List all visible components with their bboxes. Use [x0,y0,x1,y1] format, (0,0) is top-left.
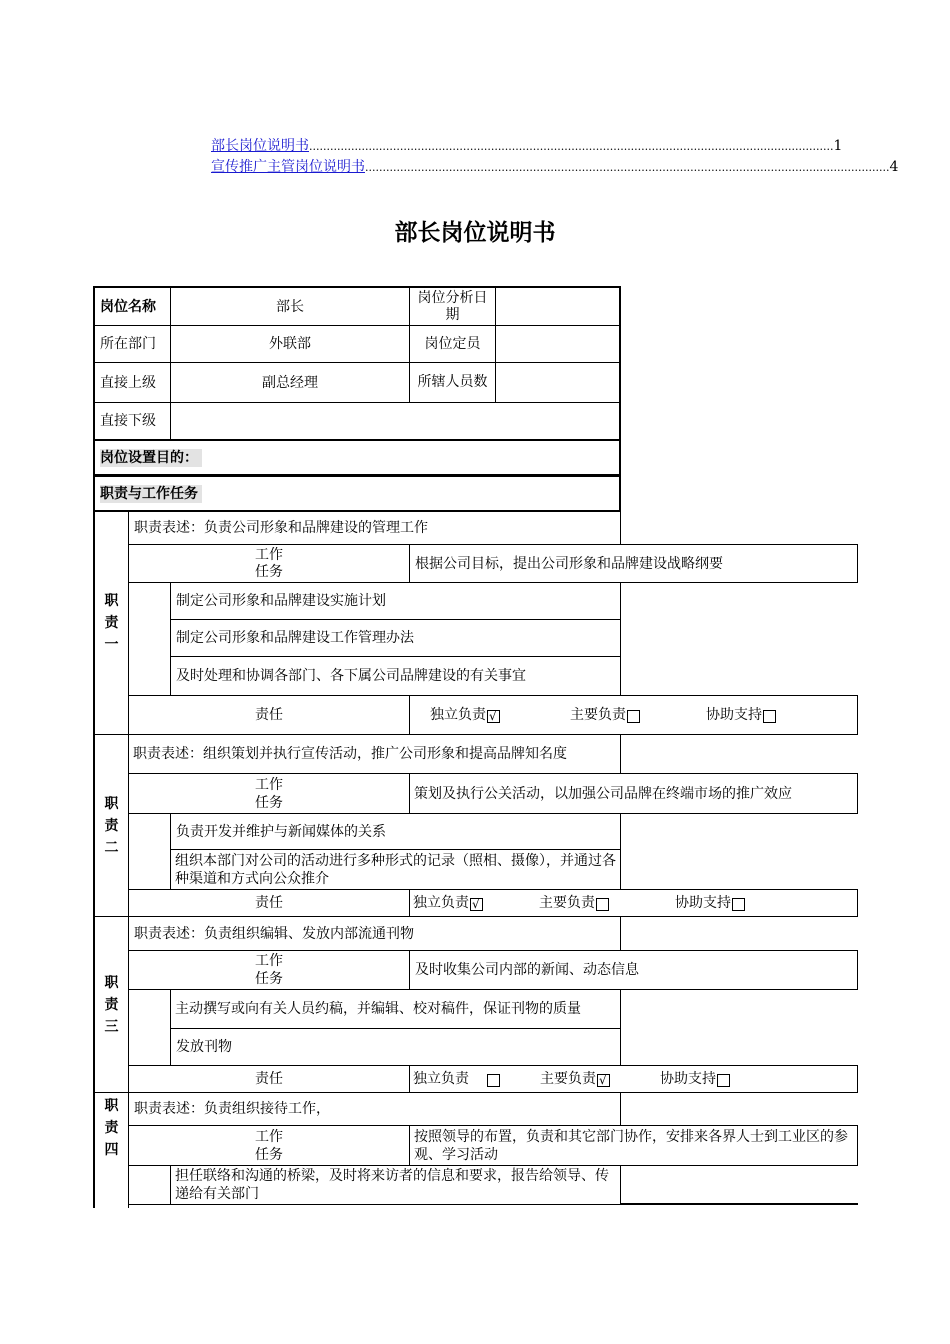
duty-desc: 职责表述：负责组织编辑、发放内部流通刊物 [128,916,621,951]
task-indent [128,1165,171,1205]
first-task: 策划及执行公关活动，以加强公司品牌在终端市场的推广效应 [409,773,858,814]
resp-options [409,889,858,917]
checkbox-icon[interactable] [596,898,609,911]
table-bottom-rule [620,1203,858,1205]
duty-desc: 职责表述：组织策划并执行宣传活动，推广公司形象和提高品牌知名度 [128,734,621,774]
duties-label: 职责与工作任务 [100,485,202,503]
analysis-date-label: 岗位分析日期 [409,286,496,326]
resp-independent[interactable]: 独立负责 √ [430,706,500,724]
checkbox-checked-icon[interactable] [487,710,500,723]
department-label: 所在部门 [93,325,171,363]
task-label: 工作 任务 [128,950,410,990]
position-name-label: 岗位名称 [93,286,171,326]
duty-desc: 职责表述：负责组织接待工作， [128,1092,621,1126]
subordinate-label: 直接下级 [93,402,171,440]
duty-side-label [93,511,129,735]
purpose-row [93,439,621,476]
task-label: 工作 任务 [128,1125,410,1166]
task-item: 制定公司形象和品牌建设工作管理办法 [170,619,621,657]
checkbox-icon[interactable] [627,710,640,723]
superior-label: 直接上级 [93,362,171,403]
headcount-label: 岗位定员 [409,325,496,363]
task-item: 及时处理和协调各部门、各下属公司品牌建设的有关事宜 [170,656,621,696]
duty-desc: 职责表述：负责公司形象和品牌建设的管理工作 [128,511,621,545]
duty-side-text: 职 责 三 [104,974,119,1035]
checkbox-icon[interactable] [487,1074,500,1087]
analysis-date-value [495,286,621,326]
purpose-label: 岗位设置目的： [100,449,202,467]
subordinates-count-value [495,362,621,403]
toc-entry[interactable] [211,136,843,157]
first-task: 及时收集公司内部的新闻、动态信息 [409,950,858,990]
subordinates-count-label: 所辖人员数 [409,362,496,403]
resp-main[interactable]: 主要负责 √ [540,1070,610,1088]
task-item: 担任联络和沟通的桥梁，及时将来访者的信息和要求，报告给领导、传递给有关部门 [170,1165,621,1205]
toc-page: 4 [889,159,899,175]
resp-independent[interactable]: 独立负责 √ [413,894,483,912]
first-task: 按照领导的布置，负责和其它部门协作，安排来各界人士到工业区的参观、学习活动 [409,1125,858,1166]
toc [211,136,899,178]
duties-row [93,475,621,512]
checkbox-checked-icon[interactable] [597,1074,610,1087]
resp-options [409,1065,858,1093]
task-item: 主动撰写或向有关人员约稿，并编辑、校对稿件，保证刊物的质量 [170,989,621,1029]
task-label: 工作 任务 [128,544,410,583]
task-item: 制定公司形象和品牌建设实施计划 [170,582,621,620]
resp-label: 责任 [128,889,410,917]
resp-assist[interactable]: 协助支持 [675,894,745,912]
task-indent [128,582,171,696]
duty-side-label [93,734,129,917]
resp-label: 责任 [128,695,410,735]
page-title: 部长岗位说明书 [394,220,556,246]
resp-main[interactable]: 主要负责 [570,706,640,724]
toc-link[interactable]: 宣传推广主管岗位说明书 [211,159,365,175]
position-name-value: 部长 [170,286,410,326]
subordinate-value [170,402,621,440]
checkbox-checked-icon[interactable] [470,898,483,911]
task-item: 发放刊物 [170,1028,621,1066]
toc-entry[interactable] [211,157,899,178]
duty-side-text: 职 责 二 [104,795,119,856]
toc-leader: ...................................................................................................................................................... [309,140,834,153]
resp-options [409,695,858,735]
task-item: 负责开发并维护与新闻媒体的关系 [170,813,621,850]
task-indent [128,813,171,890]
duty-side-label [93,916,129,1093]
superior-value: 副总经理 [170,362,410,403]
department-value: 外联部 [170,325,410,363]
toc-leader: ...................................................................................................................................................... [365,161,890,174]
duty-side-text: 职 责 四 [104,1098,119,1158]
resp-label: 责任 [128,1065,410,1093]
resp-main[interactable]: 主要负责 [539,894,609,912]
checkbox-icon[interactable] [763,710,776,723]
toc-page: 1 [833,138,843,154]
toc-link[interactable]: 部长岗位说明书 [211,138,309,154]
resp-assist[interactable]: 协助支持 [706,706,776,724]
headcount-value [495,325,621,363]
resp-independent[interactable]: 独立负责 [413,1070,500,1088]
resp-assist[interactable]: 协助支持 [660,1070,730,1088]
first-task: 根据公司目标，提出公司形象和品牌建设战略纲要 [409,544,858,583]
task-indent [128,989,171,1066]
task-label: 工作 任务 [128,773,410,814]
duty-side-text: 职 责 一 [104,593,119,653]
duty-side-label [93,1092,129,1208]
task-item: 组织本部门对公司的活动进行多种形式的记录（照相、摄像），并通过各种渠道和方式向公众推介 [170,849,621,890]
checkbox-icon[interactable] [717,1074,730,1087]
checkbox-icon[interactable] [732,898,745,911]
